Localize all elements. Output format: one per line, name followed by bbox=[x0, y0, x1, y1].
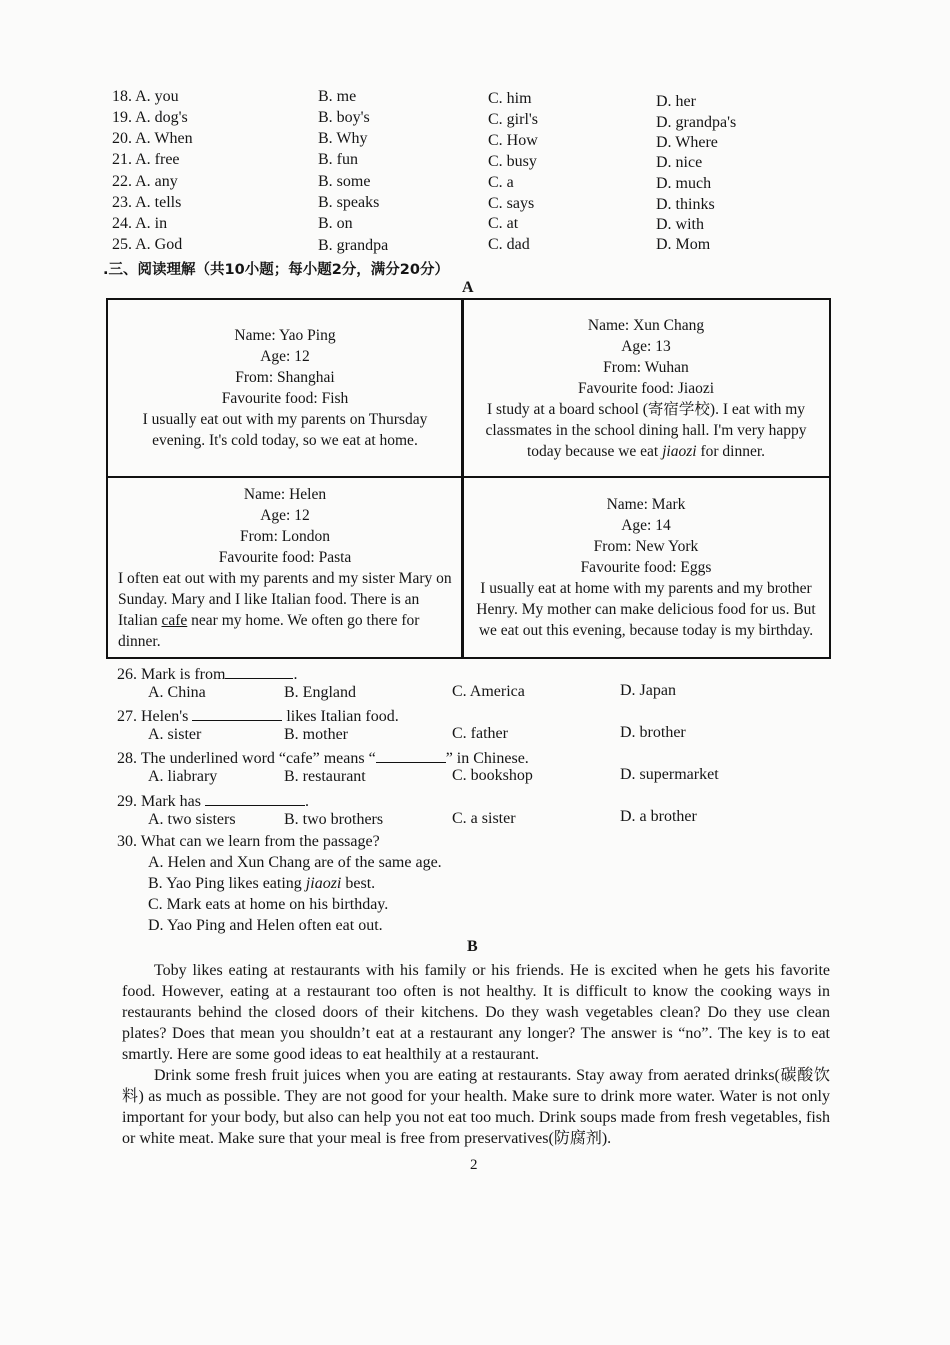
option-a: 18. A. you bbox=[112, 88, 179, 105]
card-text-underlined: cafe bbox=[161, 611, 188, 629]
section-header bbox=[103, 258, 449, 279]
question-stem bbox=[117, 705, 399, 726]
option-b: B. on bbox=[318, 215, 353, 232]
card-helen bbox=[106, 476, 464, 659]
option-d: D. with bbox=[656, 216, 704, 233]
option-b: B. restaurant bbox=[284, 768, 366, 785]
option-c: C. dad bbox=[488, 236, 530, 253]
question-stem bbox=[117, 790, 309, 811]
option-a: 21. A. free bbox=[112, 151, 180, 168]
option-c: C. America bbox=[452, 683, 525, 700]
question-stem bbox=[117, 663, 297, 684]
paragraph: Drink some fresh fruit juices when you are eating at restaurants. Stay away from aerated drinks(碳酸饮料) as much as possible. They are not good for your health. Make sure to drink more water. Water is not only important for your body, but also can help you not eat too much. Drink soups made from fresh vegetables, fish or white meat. Make sure that your meal is free from preservatives(防腐剂). bbox=[122, 1067, 830, 1147]
card-xun-chang bbox=[461, 298, 831, 478]
option-d: D. a brother bbox=[620, 808, 697, 825]
card-from: From: Shanghai bbox=[235, 369, 335, 386]
option-a: 25. A. God bbox=[112, 236, 183, 253]
card-age: Age: 13 bbox=[621, 337, 671, 355]
option-b bbox=[148, 875, 375, 893]
option-c: C. a sister bbox=[452, 810, 516, 827]
card-food: Favourite food: Pasta bbox=[218, 548, 352, 566]
option-c: C. a bbox=[488, 174, 514, 191]
option-d: D. Where bbox=[656, 134, 718, 151]
option-b: B. boy's bbox=[318, 109, 370, 126]
option-a: 22. A. any bbox=[112, 173, 178, 190]
stem-end: . bbox=[304, 793, 309, 810]
option-c: C. busy bbox=[488, 153, 537, 170]
cloze-row-24 bbox=[0, 215, 950, 236]
option-text: B. Yao Ping likes eating bbox=[148, 875, 306, 892]
question-stem bbox=[117, 747, 529, 768]
card-name: Name: Yao Ping bbox=[234, 327, 336, 344]
card-text bbox=[473, 399, 819, 462]
stem-text: 27. Helen's bbox=[117, 708, 189, 725]
option-b: B. fun bbox=[318, 151, 358, 168]
option-c: C. How bbox=[488, 132, 538, 149]
cloze-row-20 bbox=[0, 130, 950, 151]
answer-blank[interactable] bbox=[376, 747, 446, 763]
card-from: From: Wuhan bbox=[603, 358, 689, 376]
option-a: A. Helen and Xun Chang are of the same age. bbox=[148, 854, 442, 871]
stem-text: 28. The underlined word “cafe” means “ bbox=[117, 750, 376, 767]
option-d: D. nice bbox=[656, 154, 703, 171]
option-b: B. some bbox=[318, 173, 371, 190]
card-food: Favourite food: Fish bbox=[221, 390, 349, 407]
option-a: 20. A. When bbox=[112, 130, 193, 147]
option-c: C. father bbox=[452, 725, 508, 742]
option-text: best. bbox=[341, 875, 376, 892]
section-header-text: 三、阅读理解（共10小题；每小题2分，满分20分） bbox=[108, 262, 449, 278]
option-c: C. at bbox=[488, 215, 519, 232]
stem-end: likes Italian food. bbox=[286, 708, 399, 725]
option-c: C. him bbox=[488, 90, 532, 107]
option-b: B. Why bbox=[318, 130, 368, 147]
card-text-italic: jiaozi bbox=[662, 442, 697, 460]
page-number: 2 bbox=[470, 1157, 478, 1173]
option-b: B. grandpa bbox=[318, 237, 389, 254]
cloze-row-18 bbox=[0, 88, 950, 109]
answer-blank[interactable] bbox=[192, 705, 282, 721]
cloze-row-19 bbox=[0, 109, 950, 130]
card-from: From: London bbox=[240, 527, 330, 545]
stem-end: ” in Chinese. bbox=[445, 750, 529, 767]
question-stem: 30. What can we learn from the passage? bbox=[117, 833, 380, 850]
cloze-row-22 bbox=[0, 173, 950, 194]
option-b: B. me bbox=[318, 88, 357, 105]
option-d: D. her bbox=[656, 93, 696, 110]
card-name: Name: Xun Chang bbox=[587, 316, 705, 334]
card-age: Age: 14 bbox=[621, 517, 671, 534]
card-text: I usually eat at home with my parents and my brother Henry. My mother can make delicious food for us. But we eat out this evening, because today is my birthday. bbox=[476, 580, 816, 639]
option-d: D. grandpa's bbox=[656, 114, 737, 131]
card-text-part: I study at a board school (寄宿学校). I eat with my classmates in the school dining hall. I'm very happy today because we eat bbox=[485, 400, 807, 460]
option-c: C. bookshop bbox=[452, 767, 533, 784]
card-name: Name: Mark bbox=[606, 496, 686, 513]
card-food: Favourite food: Jiaozi bbox=[577, 379, 715, 397]
option-c: C. Mark eats at home on his birthday. bbox=[148, 896, 389, 913]
stem-end: . bbox=[293, 666, 298, 683]
card-text-part: for dinner. bbox=[696, 442, 766, 460]
cloze-row-21 bbox=[0, 151, 950, 172]
option-b: B. mother bbox=[284, 726, 348, 743]
card-yao-ping bbox=[106, 298, 464, 478]
section-header-prefix: . bbox=[103, 262, 109, 278]
option-a: 23. A. tells bbox=[112, 194, 182, 211]
option-d: D. thinks bbox=[656, 196, 715, 213]
option-d: D. supermarket bbox=[620, 766, 719, 783]
option-a: 19. A. dog's bbox=[112, 109, 188, 126]
cloze-row-25 bbox=[0, 236, 950, 257]
option-d: D. brother bbox=[620, 724, 686, 741]
option-c: C. girl's bbox=[488, 111, 538, 128]
card-from: From: New York bbox=[593, 538, 699, 555]
card-text-part: I often eat out with my parents and my sister Mary on Sunday. Mary and I like Italian food. There is an Italian bbox=[118, 569, 452, 629]
option-c: C. says bbox=[488, 195, 535, 212]
paragraph: Toby likes eating at restaurants with his family or his friends. He is excited when he gets his favorite food. However, eating at a restaurant too often is not healthy. It is difficult to know the cooking ways in restaurants behind the closed doors of their kitchens. Do they wash vegetables clean? Do they use clean plates? Does that mean you shouldn’t eat at a restaurant any longer? The answer is “no”. The key is to eat smartly. Here are some good ideas to eat healthily at a restaurant. bbox=[122, 962, 830, 1063]
card-age: Age: 12 bbox=[260, 506, 310, 524]
option-a: A. liabrary bbox=[148, 768, 218, 785]
card-text bbox=[118, 568, 452, 652]
option-b: B. England bbox=[284, 684, 356, 701]
option-d: D. Japan bbox=[620, 682, 676, 699]
card-text: I usually eat out with my parents on Thursday evening. It's cold today, so we eat at home. bbox=[142, 411, 428, 449]
option-a: A. China bbox=[148, 684, 206, 701]
option-b: B. speaks bbox=[318, 194, 380, 211]
option-d: D. much bbox=[656, 175, 712, 192]
option-b: B. two brothers bbox=[284, 811, 384, 828]
card-text-part: near my home. We often go there for dinner. bbox=[118, 611, 420, 650]
option-a: 24. A. in bbox=[112, 215, 168, 232]
card-name: Name: Helen bbox=[243, 485, 327, 503]
card-food: Favourite food: Eggs bbox=[580, 559, 712, 576]
stem-text: 29. Mark has bbox=[117, 793, 201, 810]
passage-a-title: A bbox=[462, 279, 474, 296]
option-d: D. Mom bbox=[656, 236, 711, 253]
stem-text: 26. Mark is from bbox=[117, 666, 226, 683]
passage-b-title: B bbox=[467, 938, 478, 955]
card-age: Age: 12 bbox=[260, 348, 310, 365]
passage-b-body bbox=[122, 960, 830, 1149]
card-mark bbox=[461, 476, 831, 659]
option-italic: jiaozi bbox=[305, 875, 342, 892]
cloze-row-23 bbox=[0, 194, 950, 215]
answer-blank[interactable] bbox=[205, 790, 305, 806]
option-a: A. sister bbox=[148, 726, 202, 743]
answer-blank[interactable] bbox=[225, 663, 293, 679]
option-a: A. two sisters bbox=[148, 811, 236, 828]
option-d: D. Yao Ping and Helen often eat out. bbox=[148, 917, 383, 934]
